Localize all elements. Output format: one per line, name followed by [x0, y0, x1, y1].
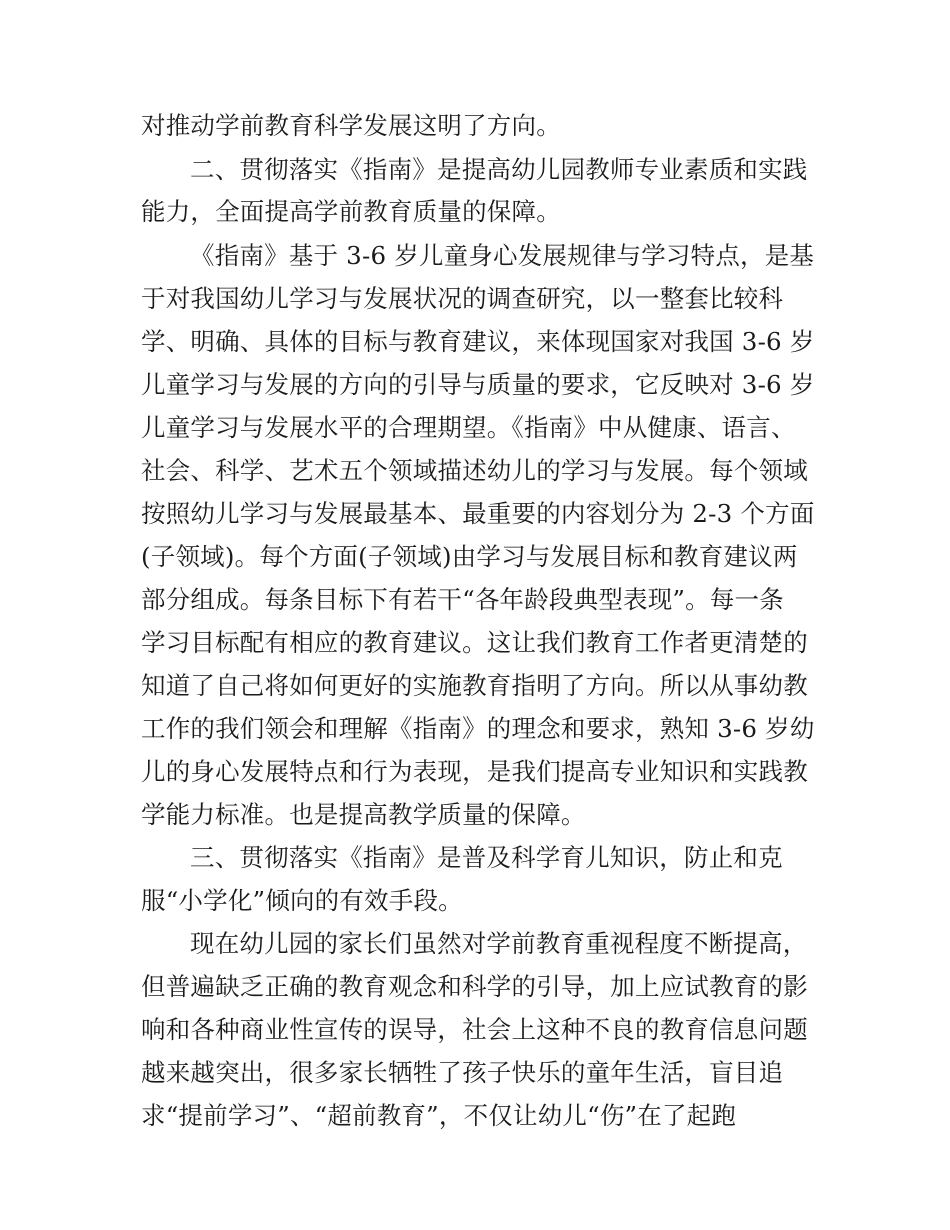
- text-line: 能力，全面提高学前教育质量的保障。: [141, 197, 561, 226]
- text-line: 对推动学前教育科学发展这明了方向。: [141, 111, 561, 140]
- text-line: 按照幼儿学习与发展最基本、最重要的内容划分为 2-3 个方面: [141, 499, 815, 528]
- text-line: 现在幼儿园的家长们虽然对学前教育重视程度不断提高，: [190, 929, 808, 958]
- text-line: 服“小学化”倾向的有效手段。: [141, 886, 463, 915]
- text-line: 越来越突出，很多家长牺牲了孩子快乐的童年生活，盲目追: [141, 1058, 784, 1087]
- section-heading-2: 二、贯彻落实《指南》是提高幼儿园教师专业素质和实践: [190, 155, 808, 184]
- text-line: 学能力标准。也是提高教学质量的保障。: [141, 800, 586, 829]
- text-line: 知道了自己将如何更好的实施教育指明了方向。所以从事幼教: [141, 671, 808, 700]
- text-line: 社会、科学、艺术五个领域描述幼儿的学习与发展。每个领域: [141, 456, 808, 485]
- section-heading-3: 三、贯彻落实《指南》是普及科学育儿知识，防止和克: [190, 843, 783, 872]
- text-line: 学习目标配有相应的教育建议。这让我们教育工作者更清楚的: [141, 628, 808, 657]
- text-line: (子领域)。每个方面(子领域)由学习与发展目标和教育建议两: [141, 542, 798, 571]
- text-line: 求“提前学习”、“超前教育”，不仅让幼儿“伤”在了起跑: [141, 1101, 737, 1130]
- text-line: 《指南》基于 3-6 岁儿童身心发展规律与学习特点，是基: [190, 241, 815, 270]
- text-line: 学、明确、具体的目标与教育建议，来体现国家对我国 3-6 岁: [141, 327, 815, 356]
- text-line: 儿童学习与发展水平的合理期望。《指南》中从健康、语言、: [141, 413, 796, 442]
- text-line: 儿的身心发展特点和行为表现，是我们提高专业知识和实践教: [141, 757, 808, 786]
- text-line: 于对我国幼儿学习与发展状况的调查研究，以一整套比较科: [141, 284, 784, 313]
- text-line: 儿童学习与发展的方向的引导与质量的要求，它反映对 3-6 岁: [141, 370, 815, 399]
- text-line: 部分组成。每条目标下有若干“各年龄段典型表现”。每一条: [141, 585, 784, 614]
- text-line: 但普遍缺乏正确的教育观念和科学的引导，加上应试教育的影: [141, 972, 808, 1001]
- text-line: 响和各种商业性宣传的误导，社会上这种不良的教育信息问题: [141, 1015, 808, 1044]
- text-line: 工作的我们领会和理解《指南》的理念和要求，熟知 3-6 岁幼: [141, 714, 815, 743]
